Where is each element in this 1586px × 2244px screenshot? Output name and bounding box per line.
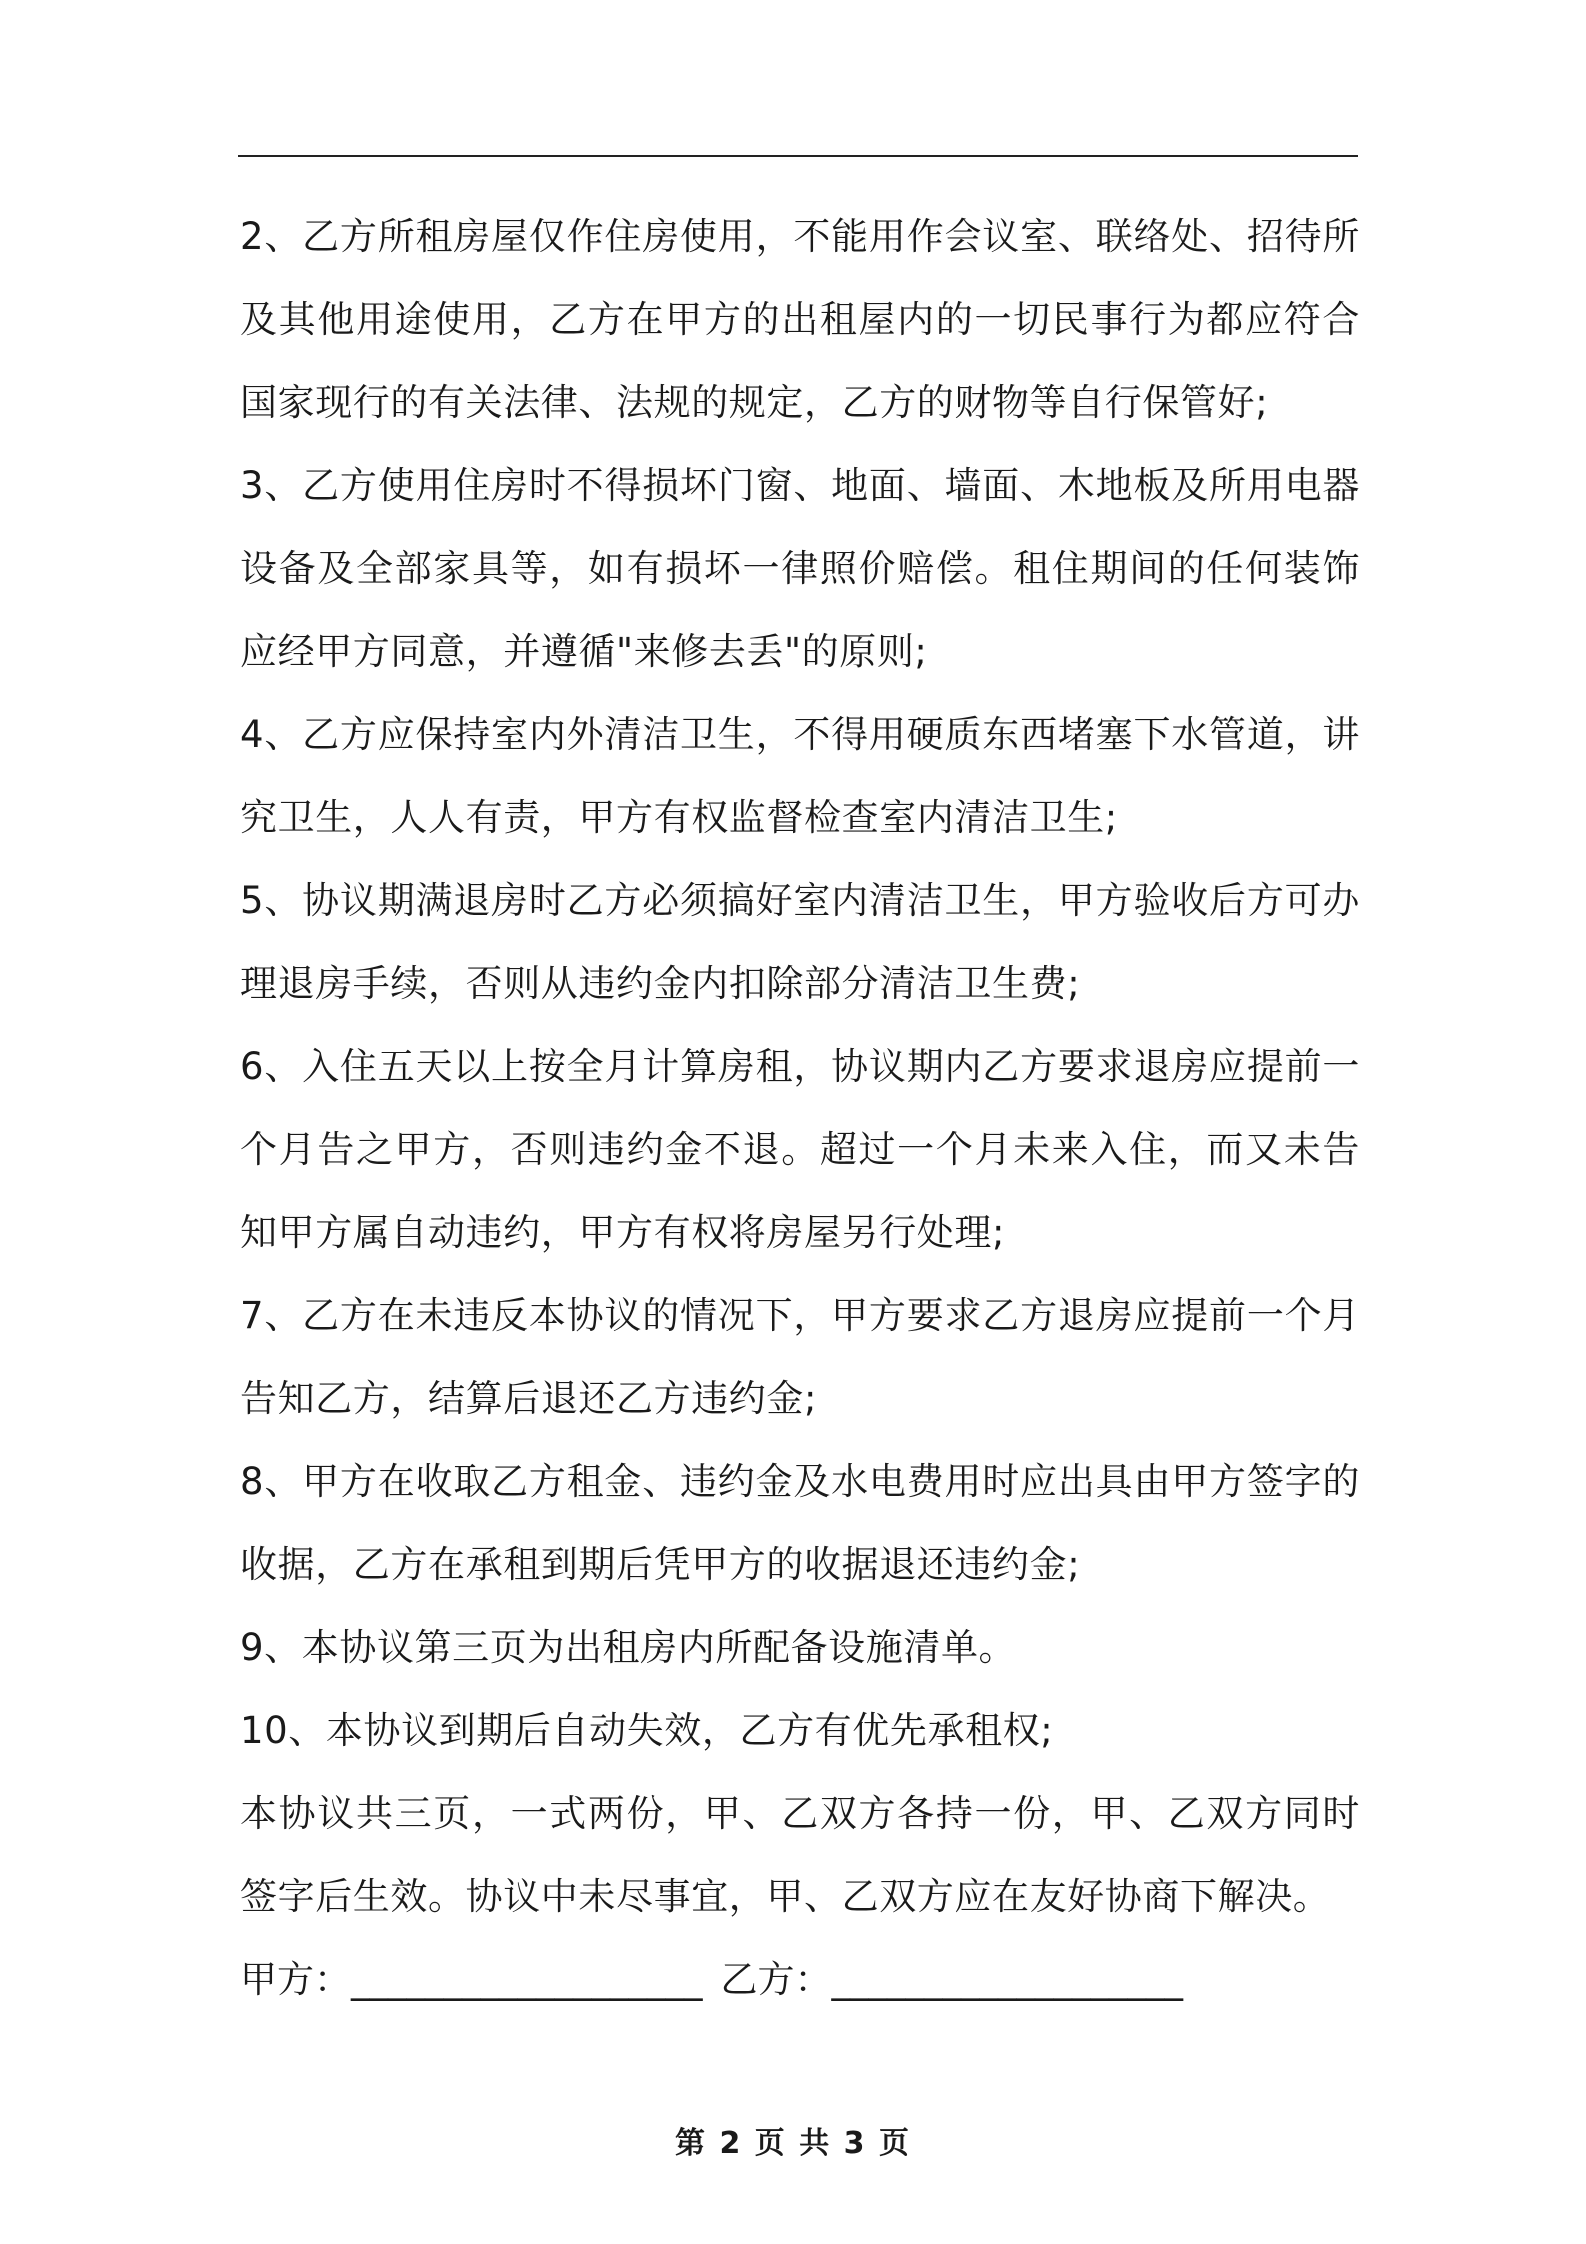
closing-paragraph: 本协议共三页，一式两份，甲、乙双方各持一份，甲、乙双方同时签字后生效。协议中未尽事宜，甲、乙双方应在友好协商下解决。 <box>240 1792 1360 1918</box>
signature-line <box>240 1938 1360 2021</box>
clause-2: 2、乙方所租房屋仅作住房使用，不能用作会议室、联络处、招待所及其他用途使用，乙方在甲方的出租屋内的一切民事行为都应符合国家现行的有关法律、法规的规定，乙方的财物等自行保管好; <box>240 215 1360 424</box>
clause-9: 9、本协议第三页为出租房内所配备设施清单。 <box>240 1626 1017 1669</box>
clause-4: 4、乙方应保持室内外清洁卫生，不得用硬质东西堵塞下水管道，讲究卫生，人人有责，甲方有权监督检查室内清洁卫生; <box>240 713 1360 839</box>
clause-5: 5、协议期满退房时乙方必须搞好室内清洁卫生，甲方验收后方可办理退房手续，否则从违约金内扣除部分清洁卫生费; <box>240 879 1360 1005</box>
clause-3: 3、乙方使用住房时不得损坏门窗、地面、墙面、木地板及所用电器设备及全部家具等，如有损坏一律照价赔偿。租住期间的任何装饰应经甲方同意，并遵循"来修去丢"的原则; <box>240 464 1360 673</box>
party-a-signature: 甲方：___________________ <box>240 1958 703 2001</box>
clause-6: 6、入住五天以上按全月计算房租，协议期内乙方要求退房应提前一个月告之甲方，否则违约金不退。超过一个月未来入住，而又未告知甲方属自动违约，甲方有权将房屋另行处理; <box>240 1045 1360 1254</box>
clause-7: 7、乙方在未违反本协议的情况下，甲方要求乙方退房应提前一个月告知乙方，结算后退还乙方违约金; <box>240 1294 1360 1420</box>
page-footer: 第 2 页 共 3 页 <box>675 2126 911 2161</box>
document-body <box>240 195 1360 2021</box>
clause-8: 8、甲方在收取乙方租金、违约金及水电费用时应出具由甲方签字的收据，乙方在承租到期后凭甲方的收据退还违约金; <box>240 1460 1360 1586</box>
header-rule <box>238 155 1358 157</box>
clause-10: 10、本协议到期后自动失效，乙方有优先承租权; <box>240 1709 1054 1752</box>
party-b-signature: 乙方：___________________ <box>720 1958 1183 2001</box>
